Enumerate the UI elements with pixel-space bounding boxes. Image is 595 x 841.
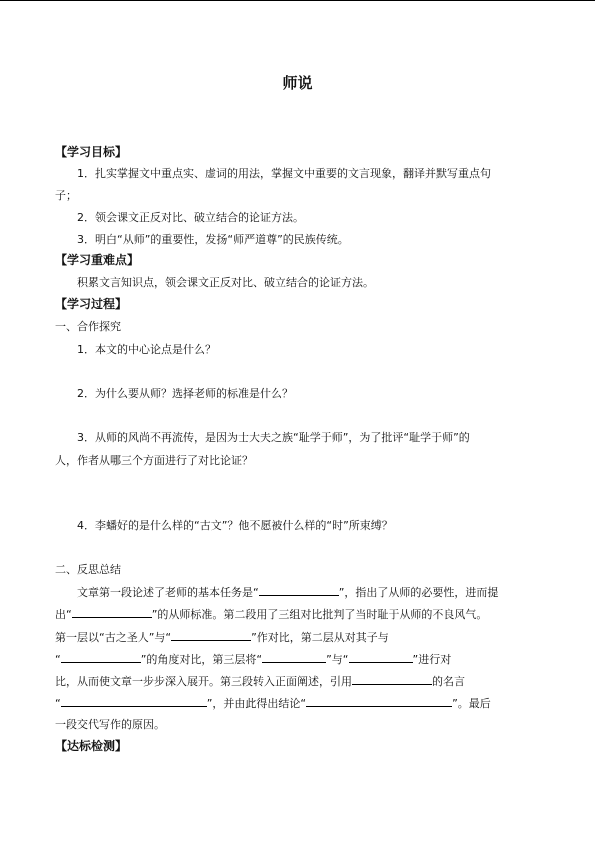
goal-2: 2．领会课文正反对比、破立结合的论证方法。 [77, 211, 304, 224]
page-title: 师说 [282, 74, 313, 92]
summary-text: 比，从而使文章一步步深入展开。第三段转入正面阐述，引用 [55, 675, 352, 688]
summary-text: ”。最后 [452, 697, 491, 710]
summary-text: ”，指出了从师的必要性，进而提 [338, 586, 499, 599]
summary-text: ”进行对 [412, 653, 452, 666]
summary-text: “ [55, 653, 61, 666]
summary-line-1 [77, 584, 498, 601]
fill-blank[interactable] [171, 629, 251, 641]
section-2-title: 二、反思总结 [55, 563, 121, 576]
summary-text: 第一层以“古之圣人”与“ [55, 631, 172, 644]
question-3-line-b: 人，作者从哪三个方面进行了对比论证？ [55, 454, 253, 467]
summary-line-7: 一段交代写作的原因。 [55, 718, 165, 731]
summary-text: ”的角度对比，第三层将“ [140, 653, 263, 666]
summary-text: ”与“ [326, 653, 349, 666]
goal-1-line-a: 1．扎实掌握文中重点实、虚词的用法，掌握文中重要的文言现象，翻译并默写重点句 [77, 167, 491, 180]
summary-line-4 [55, 651, 451, 668]
summary-line-6 [55, 695, 491, 712]
process-heading: 【学习过程】 [55, 297, 128, 311]
question-3-line-a: 3．从师的风尚不再流传，是因为士大夫之族“耻学于师”，为了批评“耻学于师”的 [77, 431, 470, 444]
summary-line-3 [55, 629, 389, 646]
summary-text: ”作对比，第二层从对其子与 [251, 631, 389, 644]
summary-text: “ [55, 697, 61, 710]
summary-text: ”，并由此得出结论“ [206, 697, 307, 710]
question-2: 2．为什么要从师？选择老师的标准是什么？ [77, 387, 293, 400]
keypoints-text: 积累文言知识点，领会课文正反对比、破立结合的论证方法。 [77, 276, 374, 289]
summary-text: 的名言 [432, 675, 465, 688]
goal-3: 3．明白“从师”的重要性，发扬“师严道尊”的民族传统。 [77, 233, 349, 246]
summary-line-5 [55, 673, 465, 690]
fill-blank[interactable] [352, 673, 432, 685]
section-1-title: 一、合作探究 [55, 320, 121, 333]
summary-text: 文章第一段论述了老师的基本任务是“ [77, 586, 259, 599]
goals-heading: 【学习目标】 [55, 145, 128, 159]
summary-line-2 [55, 606, 487, 623]
fill-blank[interactable] [61, 695, 207, 707]
summary-text: 出“ [55, 608, 72, 621]
question-1: 1．本文的中心论点是什么？ [77, 343, 216, 356]
goal-1-line-b: 子； [55, 189, 77, 202]
fill-blank[interactable] [61, 651, 141, 663]
fill-blank[interactable] [262, 651, 326, 663]
fill-blank[interactable] [72, 606, 152, 618]
fill-blank[interactable] [259, 584, 339, 596]
test-heading: 【达标检测】 [55, 739, 128, 753]
keypoints-heading: 【学习重难点】 [55, 253, 140, 267]
fill-blank[interactable] [306, 695, 452, 707]
question-4: 4．李蟠好的是什么样的“古文”？他不愿被什么样的“时”所束缚？ [77, 519, 393, 532]
summary-text: ”的从师标准。第二段用了三组对比批判了当时耻于从师的不良风气。 [151, 608, 488, 621]
fill-blank[interactable] [349, 651, 413, 663]
